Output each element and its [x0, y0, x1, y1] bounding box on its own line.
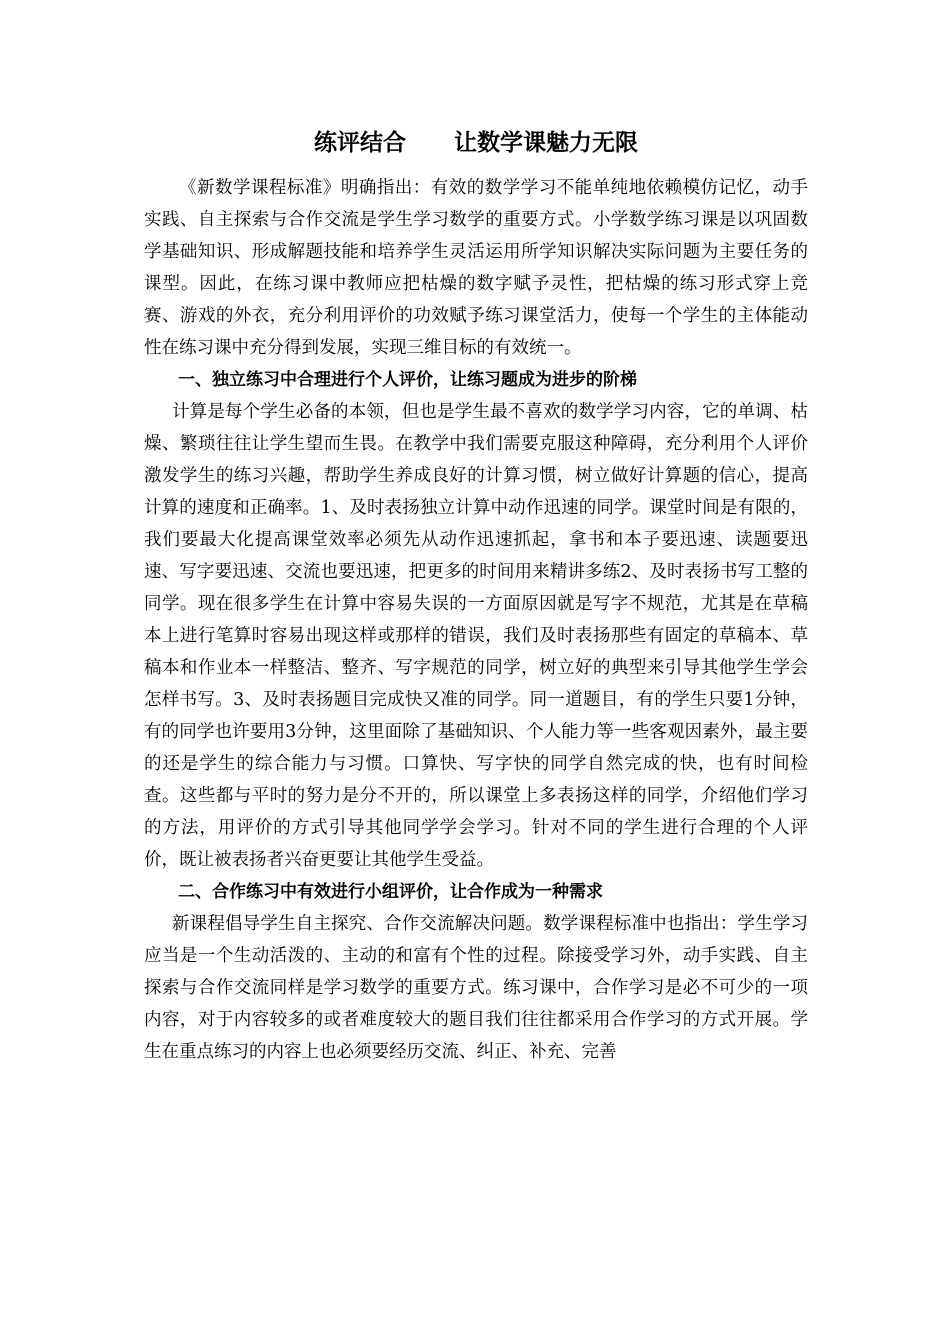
document-page — [144, 126, 808, 1068]
section-1-heading: 一、独立练习中合理进行个人评价，让练习题成为进步的阶梯 — [178, 370, 637, 390]
document-title: 练评结合 让数学课魅力无限 — [313, 130, 639, 156]
section-1-paragraph: 计算是每个学生必备的本领，但也是学生最不喜欢的数学学习内容，它的单调、枯燥、繁琐往往让学生望而生畏。在教学中我们需要克服这种障碍，充分利用个人评价激发学生的练习兴趣，帮助学生养成良好的计算习惯，树立做好计算题的信心，提高计算的速度和正确率。1、及时表扬独立计算中动作迅速的同学。课堂时间是有限的，我们要最大化提高课堂效率必须先从动作迅速抓起，拿书和本子要迅速、读题要迅速、写字要迅速、交流也要迅速，把更多的时间用来精讲多练2、及时表扬书写工整的同学。现在很多学生在计算中容易失误的一方面原因就是写字不规范，尤其是在草稿本上进行笔算时容易出现这样或那样的错误，我们及时表扬那些有固定的草稿本、草稿本和作业本一样整洁、整齐、写字规范的同学，树立好的典型来引导其他学生学会怎样书写。3、及时表扬题目完成快又准的同学。同一道题目，有的学生只要1分钟，有的同学也许要用3分钟，这里面除了基础知识、个人能力等一些客观因素外，最主要的还是学生的综合能力与习惯。口算快、写字快的同学自然完成的快，也有时间检查。这些都与平时的努力是分不开的，所以课堂上多表扬这样的同学，介绍他们学习的方法，用评价的方式引导其他同学学会学习。针对不同的学生进行合理的个人评价，既让被表扬者兴奋更要让其他学生受益。 — [144, 402, 808, 870]
section-2-heading: 二、合作练习中有效进行小组评价，让合作成为一种需求 — [178, 882, 603, 902]
intro-paragraph: 《新数学课程标准》明确指出：有效的数学学习不能单纯地依赖模仿记忆，动手实践、自主探索与合作交流是学生学习数学的重要方式。小学数学练习课是以巩固数学基础知识、形成解题技能和培养学生灵活运用所学知识解决实际问题为主要任务的课型。因此，在练习课中教师应把枯燥的数字赋予灵性，把枯燥的练习形式穿上竞赛、游戏的外衣，充分利用评价的功效赋予练习课堂活力，使每一个学生的主体能动性在练习课中充分得到发展，实现三维目标的有效统一。 — [144, 178, 808, 358]
section-2-paragraph: 新课程倡导学生自主探究、合作交流解决问题。数学课程标准中也指出：学生学习应当是一个生动活泼的、主动的和富有个性的过程。除接受学习外，动手实践、自主探索与合作交流同样是学习数学的重要方式。练习课中，合作学习是必不可少的一项内容，对于内容较多的或者难度较大的题目我们往往都采用合作学习的方式开展。学生在重点练习的内容上也必须要经历交流、纠正、补充、完善 — [144, 914, 808, 1062]
